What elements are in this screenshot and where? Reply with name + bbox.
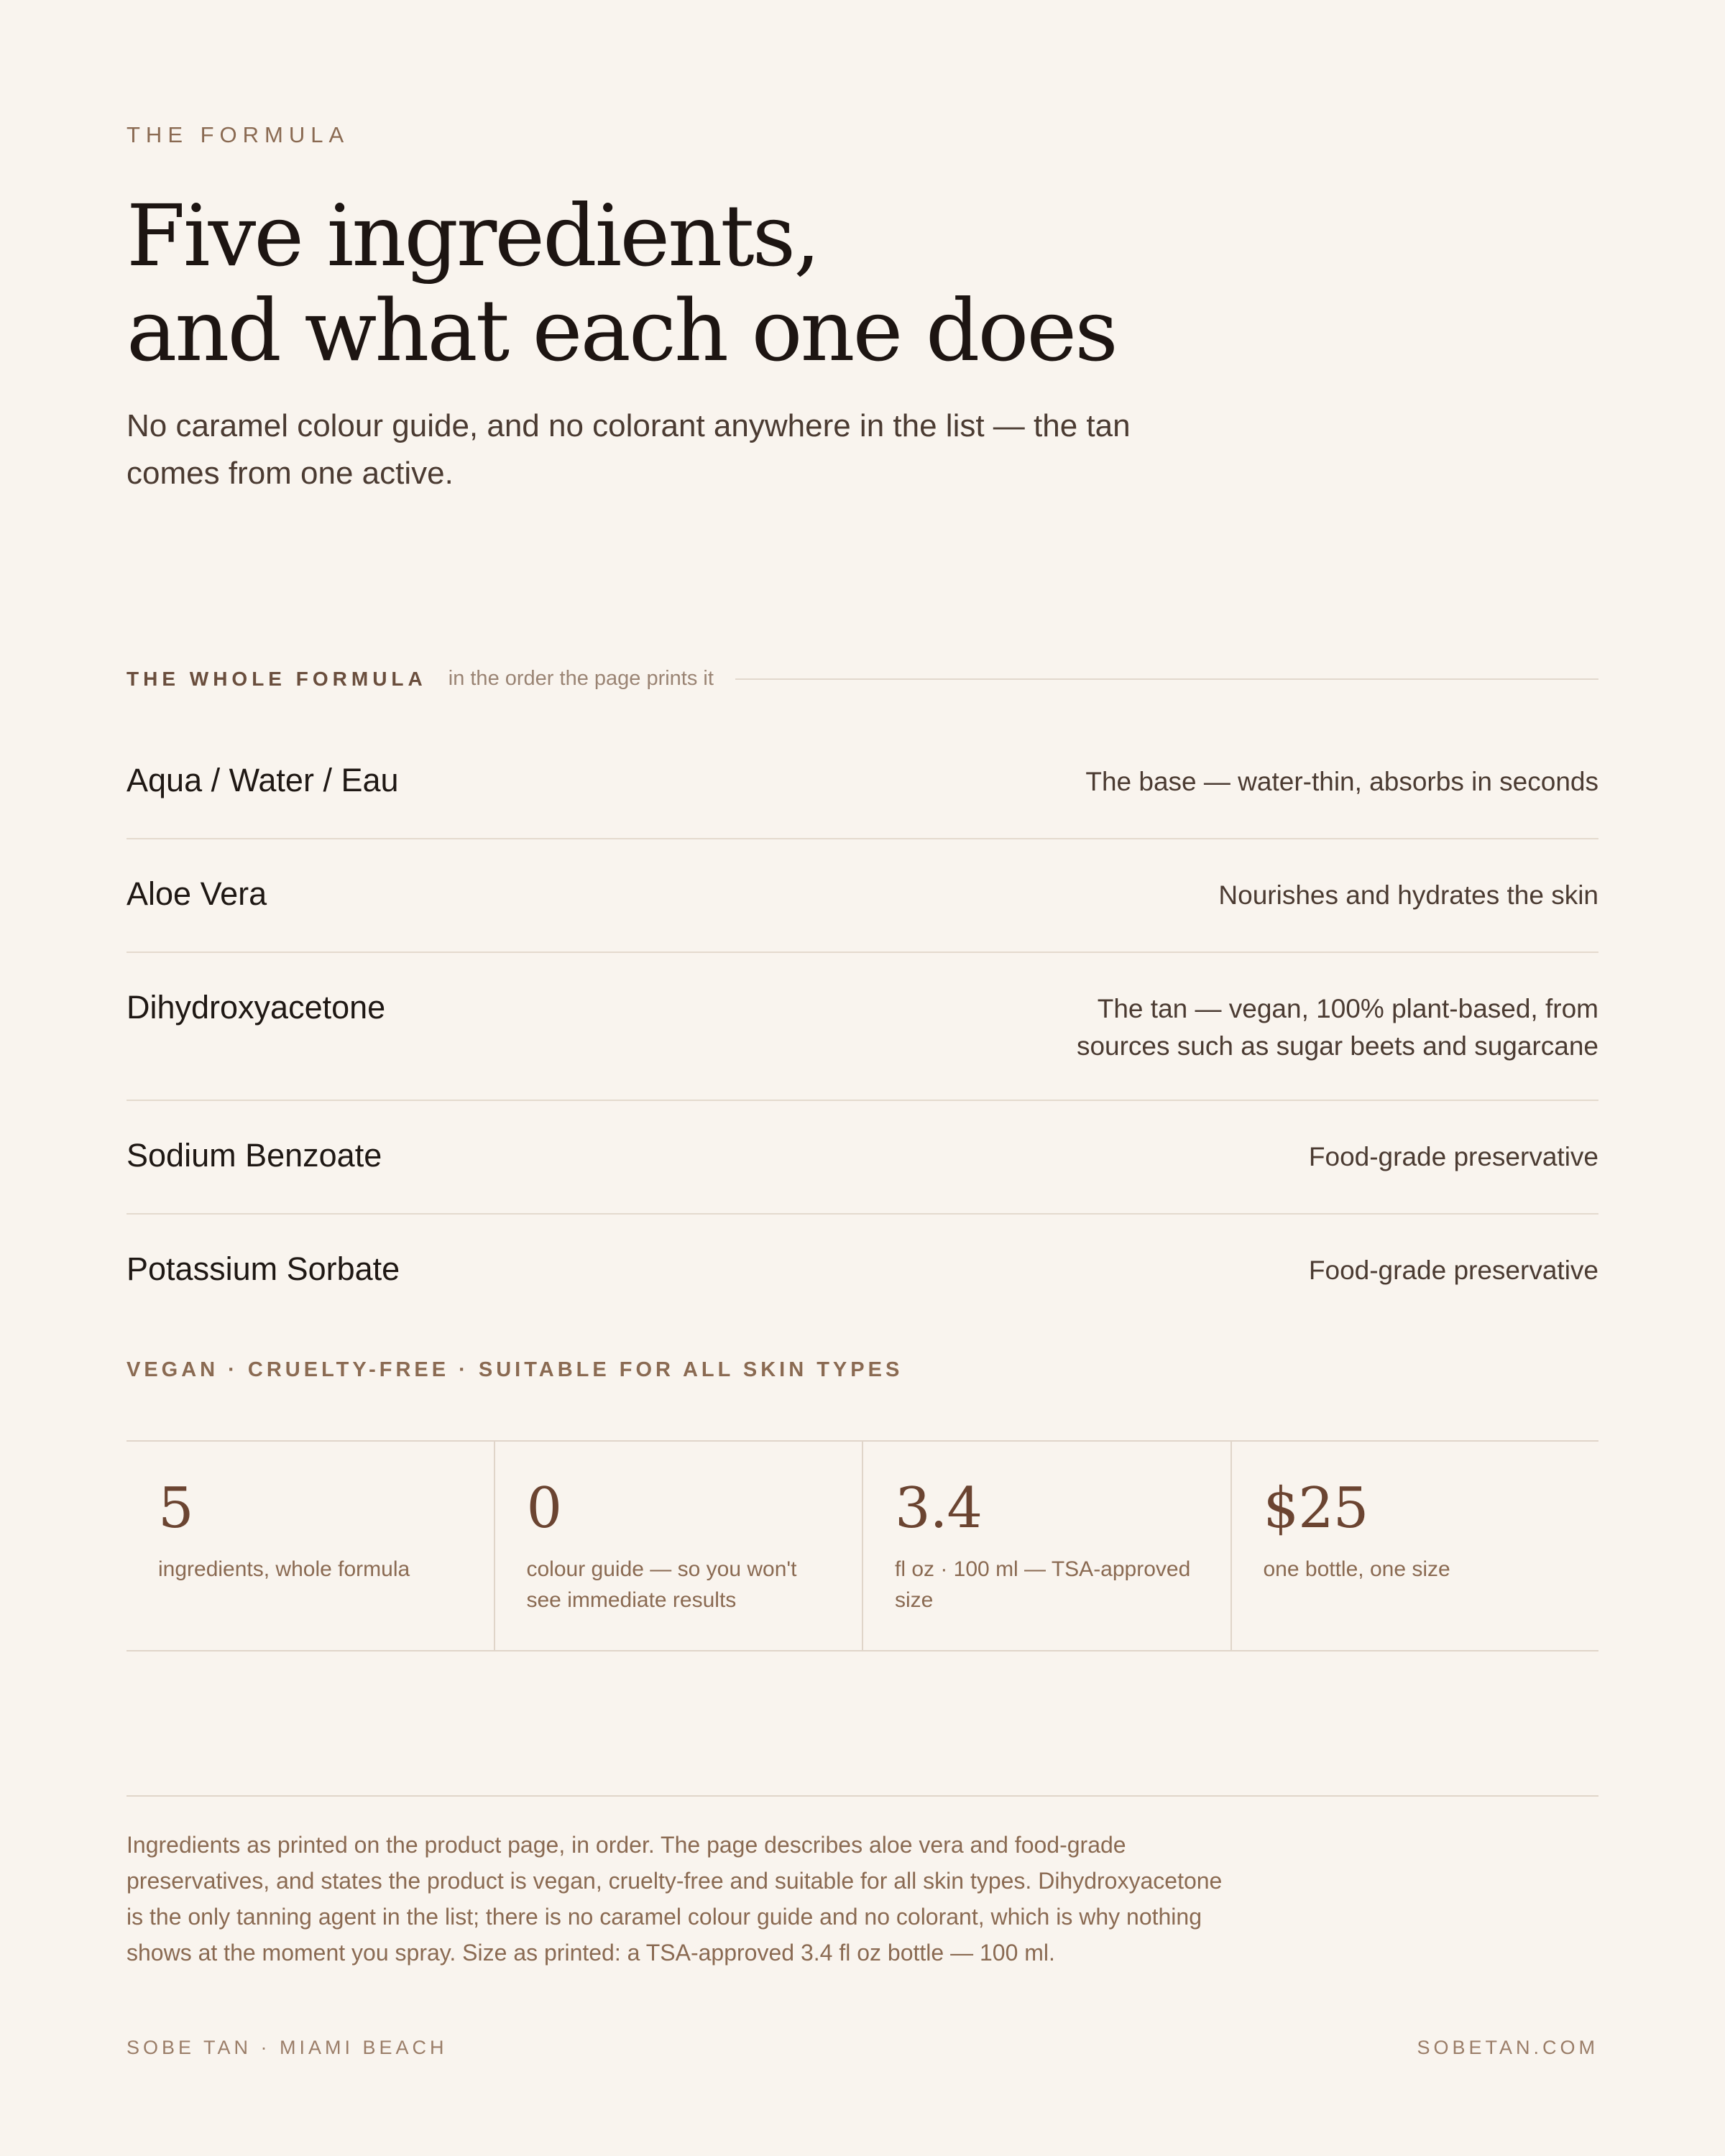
ingredient-name: Potassium Sorbate [126,1250,400,1287]
stat-size [862,1442,1230,1650]
stat-label: colour guide — so you won't see immediate results [526,1557,797,1612]
ingredient-name: Aloe Vera [126,875,267,912]
ingredient-row [126,1215,1598,1328]
stat-ingredient-count [126,1442,494,1650]
ingredient-name: Aqua / Water / Eau [126,762,399,798]
stat-value: 3.4 [895,1476,983,1541]
page-title-line-1: Five ingredients, [126,186,819,285]
page-title-line-2: and what each one does [126,281,1116,380]
ingredient-row [126,839,1598,953]
brand-name: SOBE TAN · MIAMI BEACH [126,2037,448,2058]
ingredient-row [126,726,1598,839]
footnote: Ingredients as printed on the product page, in order. The page describes aloe vera and food-grade preservatives, and states the product is vegan, cruelty-free and suitable for all skin types. Dihydroxyacetone is the only tanning agent in the list; there is no caramel colour guide and no colorant, which is why nothing shows at the moment you spray. Size as printed: a TSA-approved 3.4 fl oz bottle — 100 ml. [126,1832,1223,1966]
page-title [126,188,1116,378]
product-claims: VEGAN · CRUELTY-FREE · SUITABLE FOR ALL SKIN TYPES [126,1358,903,1381]
ingredient-row [126,1101,1598,1215]
stat-label: one bottle, one size [1263,1557,1450,1581]
stat-value: 5 [158,1476,193,1541]
section-divider [735,678,1598,680]
footer-divider [126,1795,1598,1797]
ingredient-description: Food-grade preservative [1308,1256,1598,1285]
ingredient-description: The tan — vegan, 100% plant-based, from sources such as sugar beets and sugarcane [1076,994,1598,1061]
eyebrow-label: THE FORMULA [126,122,350,147]
stat-value: $25 [1263,1476,1368,1541]
ingredient-row [126,953,1598,1101]
stats-strip [126,1440,1598,1651]
ingredient-description: Nourishes and hydrates the skin [1218,880,1598,910]
ingredient-description: Food-grade preservative [1308,1142,1598,1171]
stat-colour-guide [494,1442,862,1650]
section-title: THE WHOLE FORMULA [126,667,427,690]
formula-section-header [126,667,1598,691]
ingredient-name: Dihydroxyacetone [126,989,386,1026]
stat-label: fl oz · 100 ml — TSA-approved size [895,1557,1191,1612]
intro-text: No caramel colour guide, and no colorant anywhere in the list — the tan comes from one active. [126,408,1131,491]
stat-value: 0 [526,1476,562,1541]
ingredient-description: The base — water-thin, absorbs in seconds [1085,767,1598,796]
stat-price [1230,1442,1599,1650]
ingredient-list [126,726,1598,1328]
stat-label: ingredients, whole formula [158,1557,410,1581]
ingredient-name: Sodium Benzoate [126,1137,382,1174]
section-note: in the order the page prints it [448,667,714,690]
website-link[interactable]: SOBETAN.COM [1417,2037,1598,2058]
